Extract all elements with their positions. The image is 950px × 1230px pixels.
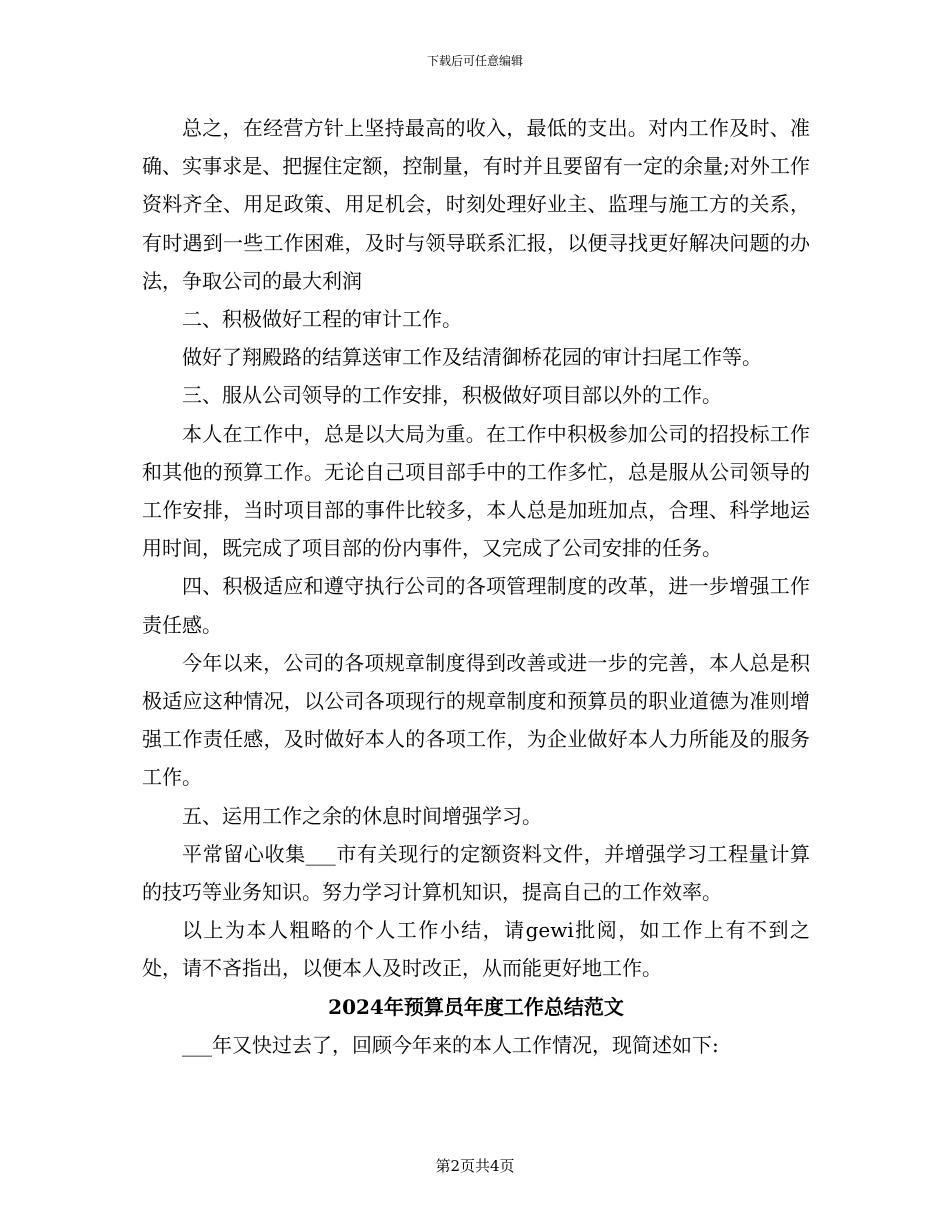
page-header: 下载后可任意编辑 — [426, 54, 523, 68]
paragraph-obey-leadership: 本人在工作中，总是以大局为重。在工作中积极参加公司的招投标工作和其他的预算工作。无论自己项目部手中的工作多忙，总是服从公司领导的工作安排，当时项目部的事件比较多，本人总是加班加点，合理、科学地运用时间，既完成了项目部的份内事件，又完成了公司安排的任务。 — [142, 421, 810, 561]
heading-obey-leadership: 三、服从公司领导的工作安排，积极做好项目部以外的工作。 — [182, 383, 722, 408]
section-title: 2024年预算员年度工作总结范文 — [328, 994, 624, 1019]
paragraph-intro: ___年又快过去了，回顾今年来的本人工作情况，现简述如下: — [182, 1032, 719, 1057]
paragraph-summary: 总之，在经营方针上坚持最高的收入，最低的支出。对内工作及时、准确、实事求是、把握住定额，控制量，有时并且要留有一定的余量;对外工作资料齐全、用足政策、用足机会，时刻处理好业主、监理与施工方的关系，有时遇到一些工作困难，及时与领导联系汇报，以便寻找更好解决问题的办法，争取公司的最大利润 — [142, 116, 810, 293]
paragraph-audit: 做好了翔殿路的结算送审工作及结清御桥花园的审计扫尾工作等。 — [182, 345, 762, 370]
paragraph-adapt-system: 今年以来，公司的各项规章制度得到改善或进一步的完善，本人总是积极适应这种情况，以公司各项现行的规章制度和预算员的职业道德为准则增强工作责任感，及时做好本人的各项工作，为企业做好本人力所能及的服务工作。 — [142, 650, 810, 790]
paragraph-study: 平常留心收集___市有关现行的定额资料文件，并增强学习工程量计算的技巧等业务知识。努力学习计算机知识，提高自己的工作效率。 — [142, 841, 810, 905]
page-number: 第2页共4页 — [435, 1157, 515, 1175]
heading-audit-work: 二、积极做好工程的审计工作。 — [182, 307, 462, 332]
paragraph-conclusion: 以上为本人粗略的个人工作小结，请gewi批阅，如工作上有不到之处，请不吝指出，以便本人及时改正，从而能更好地工作。 — [142, 918, 810, 981]
heading-adapt-system: 四、积极适应和遵守执行公司的各项管理制度的改革，进一步增强工作责任感。 — [142, 574, 810, 637]
heading-study: 五、运用工作之余的休息时间增强学习。 — [182, 803, 542, 828]
document-body — [142, 109, 810, 1064]
